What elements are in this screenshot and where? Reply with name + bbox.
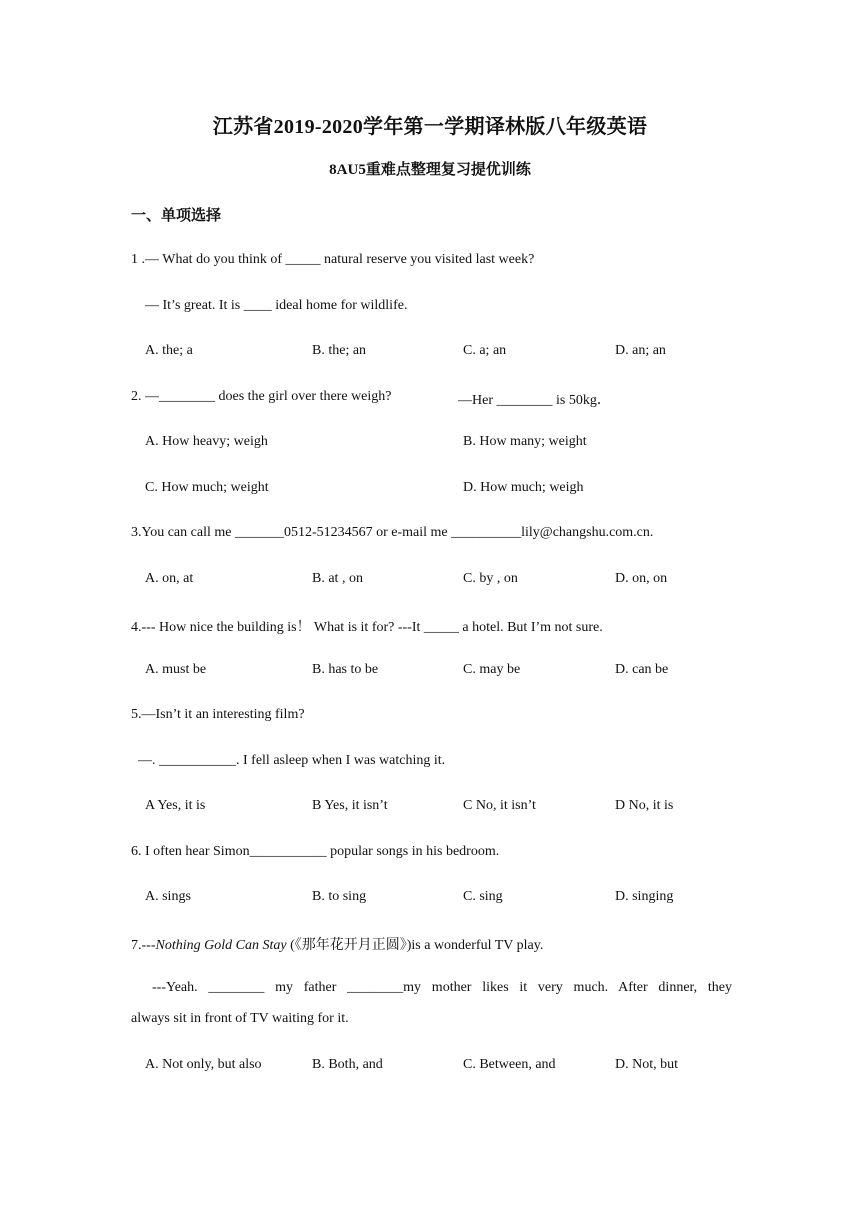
question-2-option-d: D. How much; weigh [463, 480, 584, 495]
question-4-option-a: A. must be [145, 662, 207, 677]
question-7-option-d: D. Not, but [615, 1057, 678, 1072]
question-6-option-d: D. singing [615, 889, 674, 904]
question-7-option-a: A. Not only, but also [145, 1057, 262, 1072]
question-5-option-d: D No, it is [615, 798, 674, 813]
question-7-response: ---Yeah. ________ my father ________my mother likes it very much. After dinner, they [152, 980, 732, 995]
question-2-response: —Her ________ is 50kg． [458, 393, 611, 408]
question-5-stem: 5.—Isn’t it an interesting film? [131, 707, 305, 722]
question-4-option-c: C. may be [463, 662, 521, 677]
question-6-option-c: C. sing [463, 889, 503, 904]
question-5-option-c: C No, it isn’t [463, 798, 536, 813]
question-3-option-b: B. at , on [312, 571, 363, 586]
question-1-option-a: A. the; a [145, 343, 193, 358]
question-1-response: — It’s great. It is ____ ideal home for wildlife. [145, 298, 408, 313]
question-1-option-d: D. an; an [615, 343, 666, 358]
question-3-option-a: A. on, at [145, 571, 194, 586]
question-1-stem: 1 .— What do you think of _____ natural reserve you visited last week? [131, 252, 535, 267]
document-subtitle: 8AU5重难点整理复习提优训练 [329, 162, 531, 178]
question-3-option-c: C. by , on [463, 571, 518, 586]
question-5-option-a: A Yes, it is [145, 798, 206, 813]
question-3-option-d: D. on, on [615, 571, 668, 586]
question-6-option-a: A. sings [145, 889, 191, 904]
question-7-option-b: B. Both, and [312, 1057, 383, 1072]
question-4-option-d: D. can be [615, 662, 669, 677]
question-2-option-a: A. How heavy; weigh [145, 434, 268, 449]
question-1-option-c: C. a; an [463, 343, 507, 358]
question-7-stem [131, 934, 543, 954]
question-6-stem: 6. I often hear Simon___________ popular songs in his bedroom. [131, 844, 500, 859]
question-5-response: —. ___________. I fell asleep when I was watching it. [138, 753, 446, 768]
document-title: 江苏省2019-2020学年第一学期译林版八年级英语 [212, 116, 648, 138]
question-7-number: 7.--- [131, 938, 156, 953]
question-7-option-c: C. Between, and [463, 1057, 556, 1072]
question-2-stem: 2. —________ does the girl over there weigh? [131, 389, 392, 404]
question-7-stem-rest: (《那年花开月正圆》)is a wonderful TV play. [286, 938, 544, 953]
question-2-option-c: C. How much; weight [145, 480, 269, 495]
question-4-stem: 4.--- How nice the building is！ What is it for? ---It _____ a hotel. But I’m not sure. [131, 620, 603, 635]
question-4-option-b: B. has to be [312, 662, 379, 677]
question-7-response-continued: always sit in front of TV waiting for it. [131, 1011, 349, 1026]
question-2-option-b: B. How many; weight [463, 434, 587, 449]
section-heading: 一、单项选择 [131, 208, 222, 224]
question-5-option-b: B Yes, it isn’t [312, 798, 388, 813]
question-1-option-b: B. the; an [312, 343, 367, 358]
question-3-stem: 3.You can call me _______0512-51234567 or e-mail me __________lily@changshu.com.cn. [131, 525, 654, 540]
question-6-option-b: B. to sing [312, 889, 367, 904]
question-7-title-italic: Nothing Gold Can Stay [155, 938, 287, 953]
